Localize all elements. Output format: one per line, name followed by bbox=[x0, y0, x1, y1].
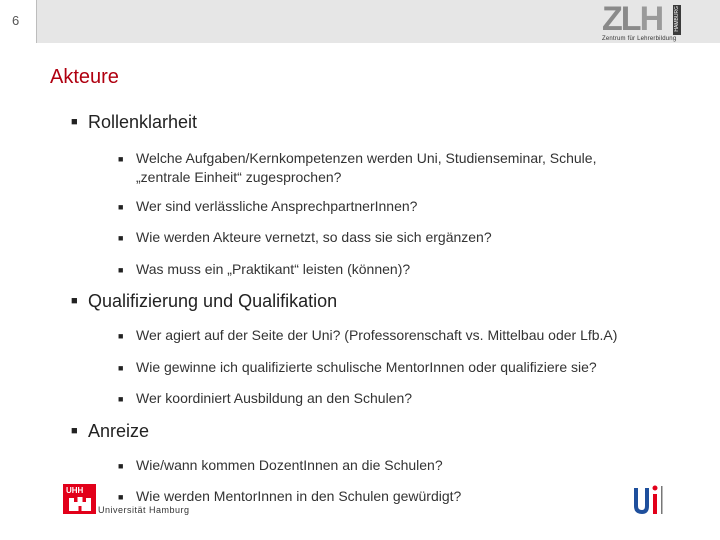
square-bullet-icon: ■ bbox=[118, 394, 124, 404]
square-bullet-icon: ■ bbox=[118, 461, 124, 471]
square-bullet-icon: ■ bbox=[118, 265, 124, 275]
list-item-text: Wie werden Akteure vernetzt, so dass sie sich ergänzen? bbox=[136, 229, 492, 245]
list-item-text: Welche Aufgaben/Kernkompetenzen werden Uni, Studienseminar, Schule, bbox=[136, 150, 597, 166]
section-label: Qualifizierung und Qualifikation bbox=[88, 291, 338, 311]
zlh-logo bbox=[600, 2, 686, 42]
slide-title: Akteure bbox=[50, 66, 119, 88]
list-item-text: Wer koordiniert Ausbildung an den Schulen? bbox=[136, 390, 413, 406]
list-item bbox=[118, 197, 418, 216]
section-rollenklarheit bbox=[71, 112, 198, 133]
list-item-text-continued: „zentrale Einheit“ zugesprochen? bbox=[136, 169, 342, 185]
zlh-letter-z: Z bbox=[602, 0, 621, 38]
hamburg-castle-icon bbox=[67, 497, 93, 511]
list-item bbox=[118, 326, 618, 345]
list-item bbox=[118, 358, 597, 377]
square-bullet-icon: ■ bbox=[71, 425, 78, 437]
square-bullet-icon: ■ bbox=[118, 202, 124, 212]
list-item-text: Wie/wann kommen DozentInnen an die Schulen? bbox=[136, 457, 443, 473]
page-number: 6 bbox=[0, 0, 37, 43]
square-bullet-icon: ■ bbox=[118, 233, 124, 243]
zlh-letter-h: H bbox=[639, 0, 663, 38]
list-item-text: Wie gewinne ich qualifizierte schulische MentorInnen oder qualifiziere sie? bbox=[136, 359, 597, 375]
section-label: Anreize bbox=[88, 421, 150, 441]
section-label: Rollenklarheit bbox=[88, 112, 198, 132]
square-bullet-icon: ■ bbox=[71, 295, 78, 307]
uhh-red-box: UHH bbox=[63, 484, 96, 514]
list-item bbox=[118, 260, 411, 279]
list-item bbox=[118, 228, 492, 247]
square-bullet-icon: ■ bbox=[118, 363, 124, 373]
list-item bbox=[118, 456, 443, 475]
zlh-vertical-text: HAMBURG bbox=[674, 6, 680, 32]
ui-logo-icon bbox=[632, 482, 666, 518]
section-qualifizierung bbox=[71, 291, 338, 312]
zlh-logo-letters bbox=[602, 2, 662, 36]
list-item-text: Was muss ein „Praktikant“ leisten (können)? bbox=[136, 261, 411, 277]
uhh-name-text: Universität Hamburg bbox=[98, 505, 190, 515]
list-item-text: Wer agiert auf der Seite der Uni? (Professorenschaft vs. Mittelbau oder Lfb.A) bbox=[136, 327, 618, 343]
universitaet-hamburg-logo bbox=[63, 484, 193, 518]
list-item bbox=[118, 389, 413, 408]
zlh-letter-l: L bbox=[620, 0, 640, 38]
zlh-subtitle: Zentrum für Lehrerbildung bbox=[602, 36, 677, 42]
list-item bbox=[118, 149, 597, 187]
square-bullet-icon: ■ bbox=[71, 116, 78, 128]
list-item-text: Wie werden MentorInnen in den Schulen gewürdigt? bbox=[136, 488, 462, 504]
square-bullet-icon: ■ bbox=[118, 492, 124, 502]
section-anreize bbox=[71, 421, 150, 442]
square-bullet-icon: ■ bbox=[118, 154, 124, 164]
list-item-text: Wer sind verlässliche AnsprechpartnerInnen? bbox=[136, 198, 418, 214]
square-bullet-icon: ■ bbox=[118, 331, 124, 341]
